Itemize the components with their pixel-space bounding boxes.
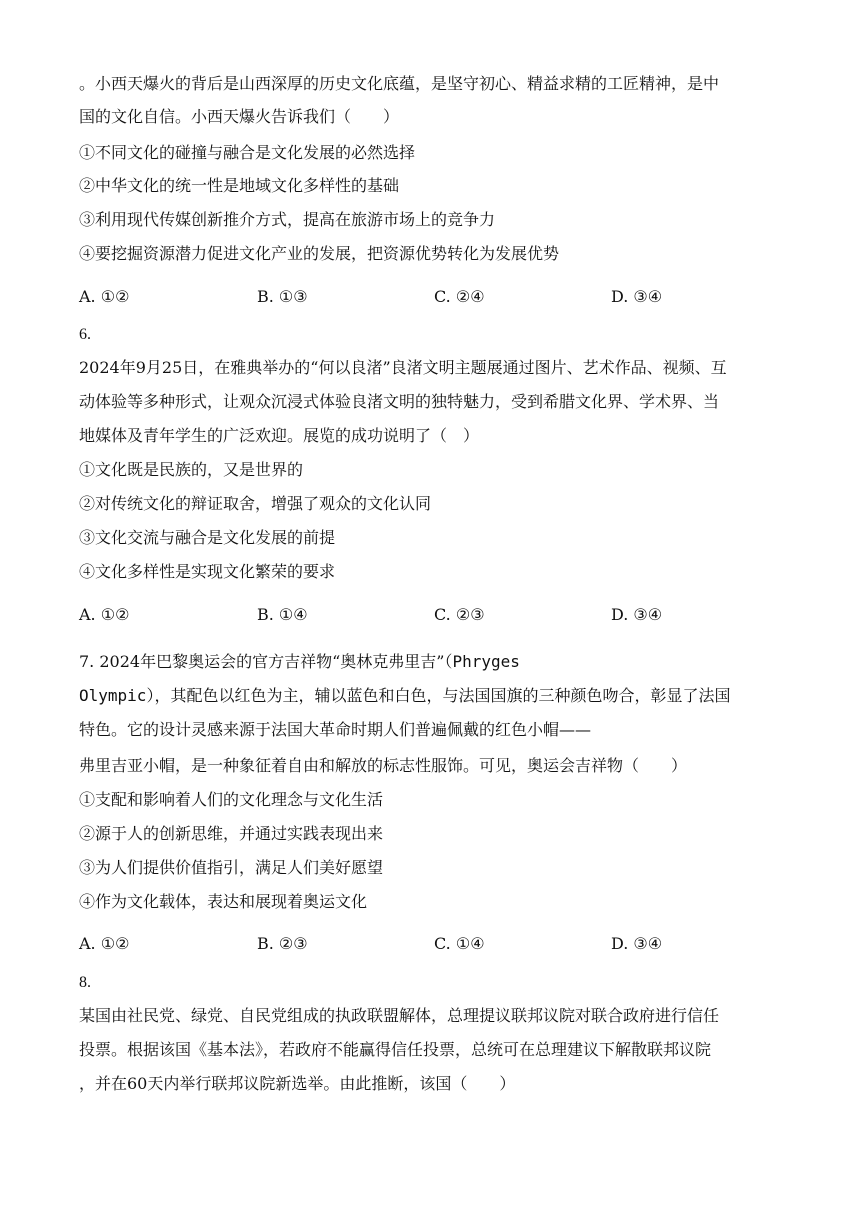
- q7-stem-line-2: [79, 686, 730, 706]
- q8-stem-line-2: 投票。根据该国《基本法》，若政府不能赢得信任投票，总统可在总理建议下解散联邦议院: [79, 1040, 712, 1059]
- q5-option-c[interactable]: C. ②④: [434, 287, 485, 306]
- q7-mascot-name-part-1: Phryges: [452, 652, 520, 671]
- q6-stem-line-3: 地媒体及青年学生的广泛欢迎。展览的成功说明了（ ）: [79, 426, 480, 445]
- q6-stem-line-1: 2024年9月25日，在雅典举办的“何以良渚”良渚文明主题展通过图片、艺术作品、视频、互: [79, 358, 727, 377]
- q5-option-d[interactable]: D. ③④: [611, 287, 663, 306]
- q8-number: 8.: [79, 974, 91, 991]
- q5-stem-line-2: 国的文化自信。小西天爆火告诉我们（ ）: [79, 107, 400, 126]
- q6-statement-4: ④文化多样性是实现文化繁荣的要求: [79, 562, 336, 581]
- q5-statement-1: ①不同文化的碰撞与融合是文化发展的必然选择: [79, 143, 416, 162]
- q7-stem-text-1: 7. 2024年巴黎奥运会的官方吉祥物“奥林克弗里吉”（: [79, 652, 453, 671]
- q5-option-a[interactable]: A. ①②: [79, 287, 130, 306]
- q7-option-b[interactable]: B. ②③: [257, 934, 308, 953]
- q5-stem-line-1: 。小西天爆火的背后是山西深厚的历史文化底蕴，是坚守初心、精益求精的工匠精神，是中: [79, 74, 720, 93]
- q5-statement-3: ③利用现代传媒创新推介方式，提高在旅游市场上的竞争力: [79, 210, 496, 229]
- q6-option-c[interactable]: C. ②③: [434, 605, 485, 624]
- q6-statement-3: ③文化交流与融合是文化发展的前提: [79, 528, 336, 547]
- q7-stem-line-4: 弗里吉亚小帽，是一种象征着自由和解放的标志性服饰。可见，奥运会吉祥物（ ）: [79, 756, 688, 775]
- q7-statement-3: ③为人们提供价值指引，满足人们美好愿望: [79, 858, 384, 877]
- q7-mascot-name-part-2: Olympic: [79, 686, 147, 705]
- q8-stem-line-1: 某国由社民党、绿党、自民党组成的执政联盟解体，总理提议联邦议院对联合政府进行信任: [79, 1006, 720, 1025]
- q7-statement-1: ①支配和影响着人们的文化理念与文化生活: [79, 790, 384, 809]
- q7-option-d[interactable]: D. ③④: [611, 934, 663, 953]
- q7-stem-line-3: 特色。它的设计灵感来源于法国大革命时期人们普遍佩戴的红色小帽——: [79, 720, 592, 739]
- q7-option-a[interactable]: A. ①②: [79, 934, 130, 953]
- q7-option-c[interactable]: C. ①④: [434, 934, 485, 953]
- q6-number: 6.: [79, 326, 91, 343]
- q7-statement-2: ②源于人的创新思维，并通过实践表现出来: [79, 824, 384, 843]
- q6-stem-line-2: 动体验等多种形式，让观众沉浸式体验良渚文明的独特魅力，受到希腊文化界、学术界、当: [79, 392, 720, 411]
- q8-stem-line-3: ，并在60天内举行联邦议院新选举。由此推断，该国（ ）: [79, 1074, 516, 1093]
- q5-option-b[interactable]: B. ①③: [257, 287, 308, 306]
- q7-stem-line-1: [79, 652, 520, 672]
- q6-statement-2: ②对传统文化的辩证取舍，增强了观众的文化认同: [79, 494, 432, 513]
- q6-option-d[interactable]: D. ③④: [611, 605, 663, 624]
- q7-stem-text-2: ），其配色以红色为主，辅以蓝色和白色，与法国国旗的三种颜色吻合，彰显了法国: [146, 686, 731, 705]
- q7-statement-4: ④作为文化载体，表达和展现着奥运文化: [79, 892, 368, 911]
- q5-statement-4: ④要挖掘资源潜力促进文化产业的发展，把资源优势转化为发展优势: [79, 244, 560, 263]
- q6-option-b[interactable]: B. ①④: [257, 605, 308, 624]
- q6-statement-1: ①文化既是民族的，又是世界的: [79, 460, 304, 479]
- q5-statement-2: ②中华文化的统一性是地域文化多样性的基础: [79, 176, 400, 195]
- q6-option-a[interactable]: A. ①②: [79, 605, 130, 624]
